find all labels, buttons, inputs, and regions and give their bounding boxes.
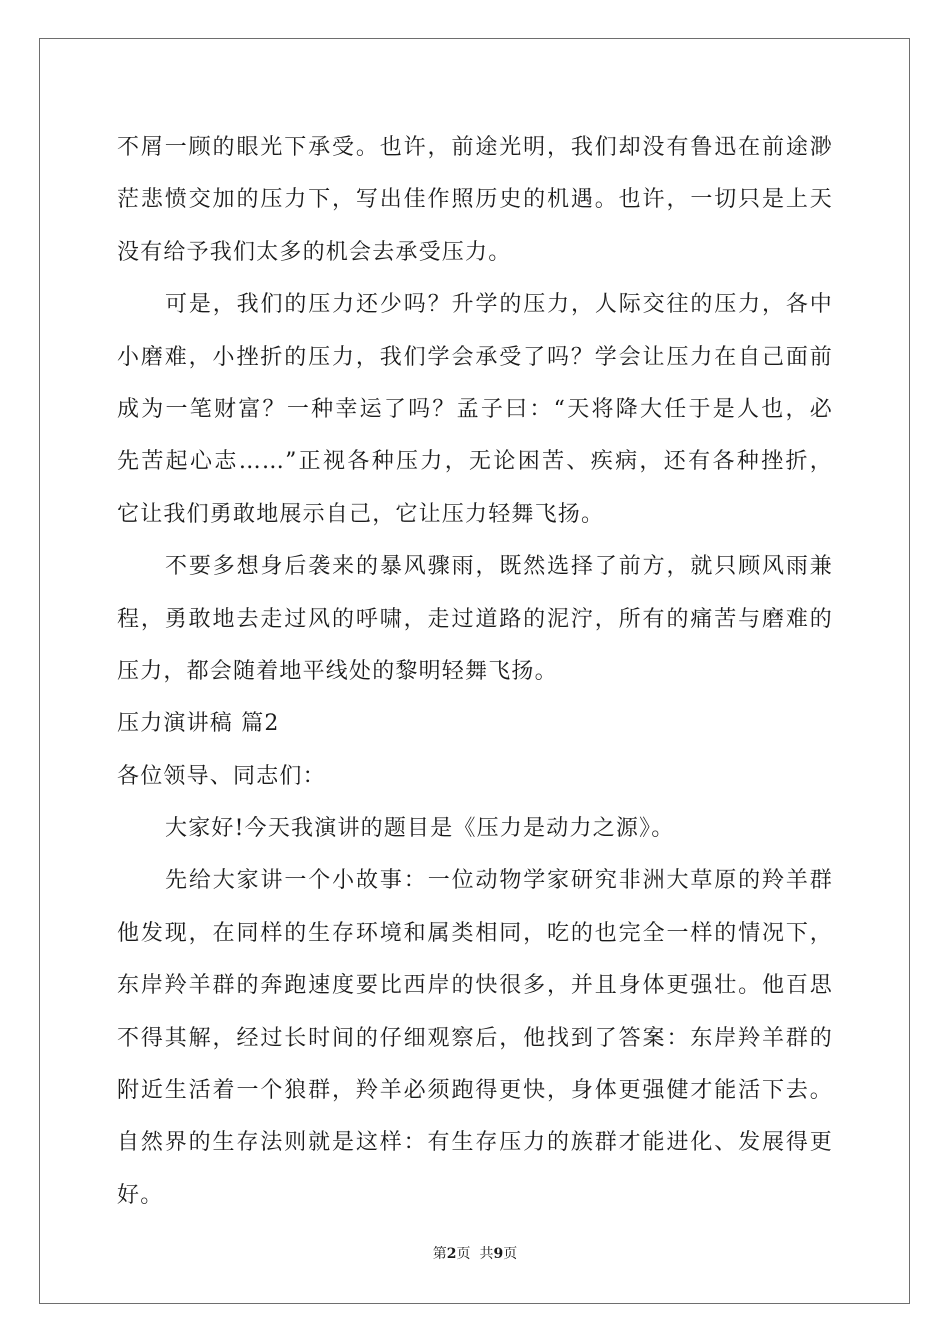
paragraph-start-line: 不要多想身后袭来的暴风骤雨，既然选择了前方，就只顾风雨兼: [165, 554, 833, 580]
text-line: 不得其解，经过长时间的仔细观察后，他找到了答案：东岸羚羊群的: [117, 1025, 833, 1051]
text-line: 附近生活着一个狼群，羚羊必须跑得更快，身体更强健才能活下去。: [117, 1078, 833, 1104]
text-line: 先苦起心志……”正视各种压力，无论困苦、疾病，还有各种挫折，: [117, 449, 833, 475]
paragraph-start-line: 先给大家讲一个小故事：一位动物学家研究非洲大草原的羚羊群: [165, 868, 833, 894]
paragraph-start-line: 大家好!今天我演讲的题目是《压力是动力之源》。: [165, 816, 675, 842]
text-line: 压力，都会随着地平线处的黎明轻舞飞扬。: [117, 658, 558, 684]
text-line: 它让我们勇敢地展示自己，它让压力轻舞飞扬。: [117, 501, 605, 527]
current-page-number: 2: [446, 1246, 457, 1262]
salutation: 各位领导、同志们：: [117, 763, 326, 789]
text-line: 东岸羚羊群的奔跑速度要比西岸的快很多，并且身体更强壮。他百思: [117, 973, 833, 999]
text-line: 不屑一顾的眼光下承受。也许，前途光明，我们却没有鲁迅在前途渺: [117, 135, 833, 160]
text-line: 好。: [117, 1182, 164, 1208]
text-line: 程，勇敢地去走过风的呼啸，走过道路的泥泞，所有的痛苦与磨难的: [117, 606, 833, 632]
text-line: 成为一笔财富？一种幸运了吗？孟子曰：“天将降大任于是人也，必: [117, 396, 833, 422]
text-line: 自然界的生存法则就是这样：有生存压力的族群才能进化、发展得更: [117, 1130, 833, 1156]
paragraph-start-line: 可是，我们的压力还少吗？升学的压力，人际交往的压力，各中: [165, 292, 833, 318]
section-heading: 压力演讲稿 篇2: [117, 711, 280, 737]
text-line: 他发现，在同样的生存环境和属类相同，吃的也完全一样的情况下，: [117, 920, 833, 946]
total-page-count: 9: [493, 1246, 504, 1262]
footer-middle: 页 共: [456, 1246, 494, 1262]
footer-prefix: 第: [432, 1246, 447, 1262]
page-footer: [0, 1243, 950, 1263]
text-line: 小磨难，小挫折的压力，我们学会承受了吗？学会让压力在自己面前: [117, 344, 833, 370]
footer-suffix: 页: [503, 1246, 518, 1262]
document-body: [117, 126, 833, 1226]
text-line: 茫悲愤交加的压力下，写出佳作照历史的机遇。也许，一切只是上天: [117, 187, 833, 213]
text-line: 没有给予我们太多的机会去承受压力。: [117, 239, 512, 265]
